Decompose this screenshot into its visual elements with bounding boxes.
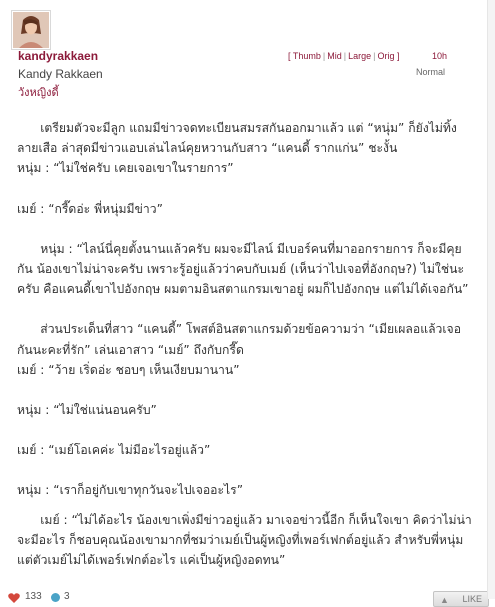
avatar-image — [13, 12, 49, 48]
post-line: หนุ่ม : “ไม่ใช่ครับ เคยเจอเขาในรายการ” — [17, 161, 234, 176]
separator: | — [373, 51, 376, 61]
like-button[interactable] — [433, 591, 489, 607]
comment-count: 3 — [64, 591, 70, 602]
post-line: หนุ่ม : “ไม่ใช่แน่นอนครับ” — [17, 403, 157, 418]
separator: | — [322, 51, 326, 61]
line-gap — [17, 219, 475, 239]
comment-icon[interactable] — [51, 593, 60, 602]
post-line: หนุ่ม : “ไลน์นี่คุยตั้งนานแล้วครับ ผมจะมีไลน์ มีเบอร์คนที่มาออกรายการ ก็จะมีคุยกัน น้องเขาไม่น่าจะครับ เพราะรู้อยู่แล้วว่าคบกับเมย์ (เห็นว่าไปเจอที่อังกฤษ?) ไม่ใช่นะครับ คือแคนดี้เขาไปอังกฤษ ผมตามอินสตาแกรมเขาอยู่ ผมก็ไปอังกฤษ แต่ไม่ได้เจอกัน” — [17, 241, 469, 297]
post-line: ส่วนประเด็นที่สาว “แคนดี้” โพสต์อินสตาแกรมด้วยข้อความว่า “เมียเผลอแล้วเจอกันนะคะที่รัก” เล่นเอาสาว “เมย์” ถึงกับกรี๊ด — [17, 322, 462, 357]
bracket-open: [ — [288, 51, 291, 61]
post-line: เมย์ : “กรี๊ดอ่ะ พี่หนุ่มมีข่าว” — [17, 201, 163, 216]
post-source: Normal — [416, 67, 446, 77]
post-line: เมย์ : “ว้าย เริ่ดอ่ะ ชอบๆ เห็นเงียบมานาน” — [17, 362, 240, 377]
scrollbar[interactable] — [487, 0, 495, 599]
heart-icon[interactable] — [8, 593, 20, 603]
post-footer — [0, 587, 495, 605]
post-line: เมย์ : “ไม่ได้อะไร น้องเขาเพิ่งมีข่าวอยู่แล้ว มาเจอข่าวนี้อีก ก็เห็นใจเขา คิดว่าไม่น่าจะมีอะไร ก็ชอบคุณน้องเขามากที่ชมว่าเมย์เป็นผู้หญิงที่เพอร์เฟกต์อยู่แล้ว สำหรับพี่หนุ่ม แต่ตัวเมย์ไม่ได้เพอร์เฟกต์อะไร แค่เป็นผู้หญิงอดทน” — [17, 512, 472, 568]
post-line: หนุ่ม : “เราก็อยู่กับเขาทุกวันจะไปเจออะไร” — [17, 483, 244, 498]
post-line: เตรียมตัวจะมีลูก แถมมีข่าวจดทะเบียนสมรสกันออกมาแล้ว แต่ “หนุ่ม” ก็ยังไม่ทิ้งลายเสือ ล่าสุดมีข่าวแอบเล่นไลน์คุยหวานกับสาว “แคนดี้ รากแก่น” ชะงั้น — [17, 121, 457, 156]
size-large-link[interactable]: Large — [348, 51, 372, 61]
post-time[interactable]: 10h — [432, 51, 448, 61]
thumbs-up-icon: ▲ — [440, 595, 449, 605]
size-thumb-link[interactable]: Thumb — [292, 51, 321, 61]
size-orig-link[interactable]: Orig — [377, 51, 395, 61]
avatar[interactable] — [11, 10, 51, 50]
line-gap — [17, 179, 475, 199]
like-count: 133 — [25, 591, 42, 602]
line-gap — [17, 420, 475, 440]
username-link[interactable]: kandyrakkaen — [18, 49, 99, 63]
line-gap — [17, 299, 475, 319]
bracket-close: ] — [396, 51, 400, 61]
post-line: เมย์ : “เมย์โอเคค่ะ ไม่มีอะไรอยู่แล้ว” — [17, 443, 211, 458]
size-mid-link[interactable]: Mid — [327, 51, 342, 61]
separator: | — [343, 51, 347, 61]
like-button-label: LIKE — [462, 594, 482, 604]
line-gap — [17, 380, 475, 400]
line-gap — [17, 460, 475, 480]
line-gap — [17, 501, 475, 510]
image-size-links — [288, 51, 400, 61]
location[interactable]: วังหญิงดี้ — [18, 86, 59, 99]
full-name: Kandy Rakkaen — [18, 67, 103, 81]
post-text — [17, 118, 475, 570]
